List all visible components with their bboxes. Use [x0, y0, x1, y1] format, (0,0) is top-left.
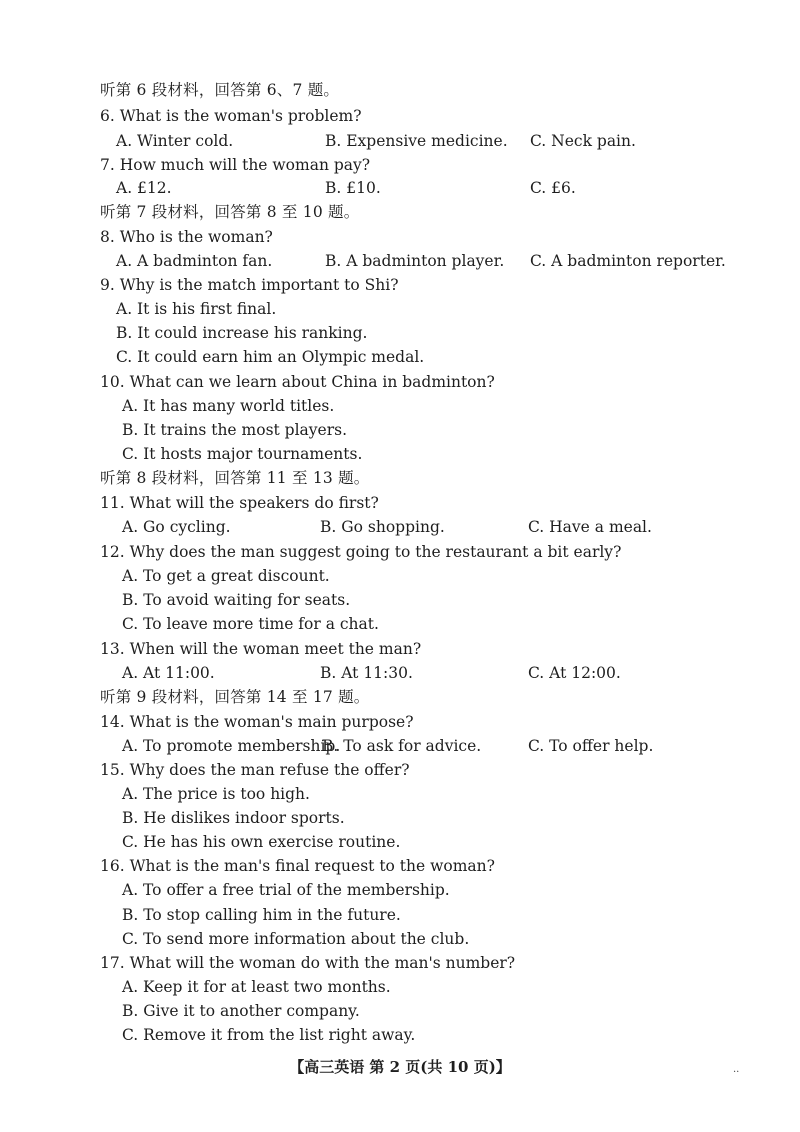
question-7-option-c: C. £6. — [530, 179, 576, 197]
question-7-stem: 7. How much will the woman pay? — [100, 156, 371, 174]
question-10-stem: 10. What can we learn about China in badminton? — [100, 373, 495, 391]
question-15-option-c: C. He has his own exercise routine. — [122, 833, 401, 851]
question-16-stem: 16. What is the man's final request to the woman? — [100, 857, 495, 875]
question-15-option-a: A. The price is too high. — [122, 785, 310, 803]
question-9-option-c: C. It could earn him an Olympic medal. — [116, 348, 425, 366]
corner-mark: .. — [733, 1064, 740, 1075]
question-6-stem: 6. What is the woman's problem? — [100, 107, 362, 125]
question-14-option-b: B. To ask for advice. — [322, 737, 482, 755]
question-8-option-a: A. A badminton fan. — [116, 252, 273, 270]
question-14-stem: 14. What is the woman's main purpose? — [100, 713, 414, 731]
question-8-option-b: B. A badminton player. — [325, 252, 505, 270]
question-16-option-c: C. To send more information about the club. — [122, 930, 470, 948]
question-11-option-a: A. Go cycling. — [122, 518, 231, 536]
question-16-option-b: B. To stop calling him in the future. — [122, 906, 401, 924]
page-footer: 【高三英语 第 2 页(共 10 页)】 — [289, 1058, 511, 1076]
question-13-option-c: C. At 12:00. — [528, 664, 621, 682]
question-17-option-a: A. Keep it for at least two months. — [122, 978, 391, 996]
question-9-option-b: B. It could increase his ranking. — [116, 324, 368, 342]
question-6-option-c: C. Neck pain. — [530, 132, 636, 150]
question-14-option-c: C. To offer help. — [528, 737, 654, 755]
question-7-option-b: B. £10. — [325, 179, 381, 197]
section-heading-6: 听第 6 段材料，回答第 6、7 题。 — [100, 81, 340, 99]
question-14-option-a: A. To promote membership. — [122, 737, 341, 755]
section-heading-9: 听第 9 段材料，回答第 14 至 17 题。 — [100, 688, 370, 706]
question-17-option-b: B. Give it to another company. — [122, 1002, 360, 1020]
question-6-option-a: A. Winter cold. — [116, 132, 234, 150]
section-heading-8: 听第 8 段材料，回答第 11 至 13 题。 — [100, 469, 370, 487]
question-9-stem: 9. Why is the match important to Shi? — [100, 276, 399, 294]
question-8-option-c: C. A badminton reporter. — [530, 252, 726, 270]
question-13-stem: 13. When will the woman meet the man? — [100, 640, 422, 658]
question-12-option-b: B. To avoid waiting for seats. — [122, 591, 351, 609]
question-13-option-a: A. At 11:00. — [122, 664, 215, 682]
question-12-option-a: A. To get a great discount. — [122, 567, 330, 585]
question-17-option-c: C. Remove it from the list right away. — [122, 1026, 416, 1044]
question-12-stem: 12. Why does the man suggest going to the restaurant a bit early? — [100, 543, 622, 561]
question-16-option-a: A. To offer a free trial of the membership. — [122, 881, 450, 899]
question-10-option-a: A. It has many world titles. — [122, 397, 335, 415]
question-15-option-b: B. He dislikes indoor sports. — [122, 809, 345, 827]
question-10-option-c: C. It hosts major tournaments. — [122, 445, 363, 463]
question-12-option-c: C. To leave more time for a chat. — [122, 615, 379, 633]
question-11-option-c: C. Have a meal. — [528, 518, 652, 536]
question-9-option-a: A. It is his first final. — [116, 300, 277, 318]
question-15-stem: 15. Why does the man refuse the offer? — [100, 761, 410, 779]
question-11-stem: 11. What will the speakers do first? — [100, 494, 379, 512]
section-heading-7: 听第 7 段材料，回答第 8 至 10 题。 — [100, 203, 360, 221]
question-7-option-a: A. £12. — [116, 179, 172, 197]
question-17-stem: 17. What will the woman do with the man's number? — [100, 954, 516, 972]
question-10-option-b: B. It trains the most players. — [122, 421, 348, 439]
question-8-stem: 8. Who is the woman? — [100, 228, 273, 246]
question-6-option-b: B. Expensive medicine. — [325, 132, 508, 150]
question-11-option-b: B. Go shopping. — [320, 518, 445, 536]
question-13-option-b: B. At 11:30. — [320, 664, 413, 682]
